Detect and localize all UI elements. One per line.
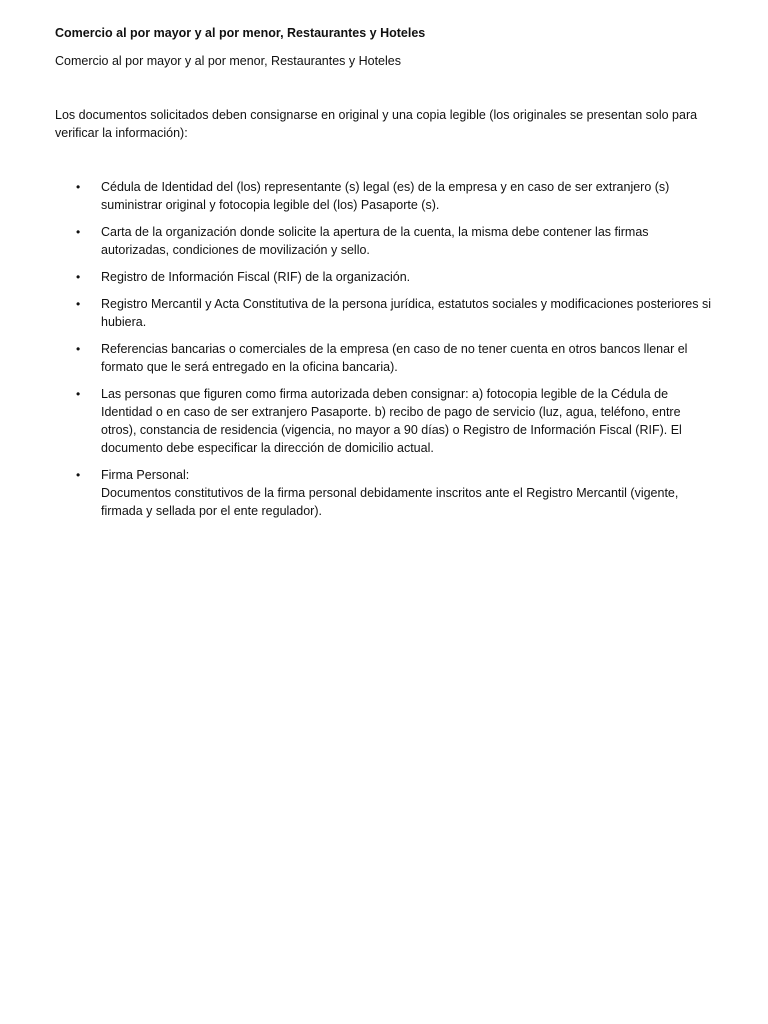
firma-personal-title: Firma Personal: [101,468,190,482]
list-item [0,340,711,376]
list-item [0,223,711,259]
list-item [0,385,711,457]
list-item-text: Registro de Información Fiscal (RIF) de la organización. [101,270,411,284]
document-title: Comercio al por mayor y al por menor, Restaurantes y Hoteles [55,26,426,40]
list-item [0,178,711,214]
requirements-list [0,178,768,529]
list-item-text: Cédula de Identidad del (los) representante (s) legal (es) de la empresa y en caso de ser extranjero (s) suministrar original y fotocopia legible del (los) Pasaporte (s). [101,180,670,212]
bullet-icon: • [76,387,81,401]
list-item-text: Las personas que figuren como firma autorizada deben consignar: a) fotocopia legible de la Cédula de Identidad o en caso de ser extranjero Pasaporte. b) recibo de pago de servicio (luz, agua, teléfono, entre otros), constancia de residencia (vigencia, no mayor a 90 días) o Registro de Información Fiscal (RIF). El documento debe especificar la dirección de domicilio actual. [101,387,682,455]
bullet-icon: • [76,180,81,194]
list-item-firma-personal [0,466,711,520]
bullet-icon: • [76,342,81,356]
list-item [0,295,711,331]
bullet-icon: • [76,468,81,482]
list-item-text: Carta de la organización donde solicite la apertura de la cuenta, la misma debe contener las firmas autorizadas, condiciones de movilización y sello. [101,225,649,257]
bullet-icon: • [76,297,81,311]
document-subtitle: Comercio al por mayor y al por menor, Restaurantes y Hoteles [55,54,401,68]
list-item [0,268,711,286]
list-item-text: Registro Mercantil y Acta Constitutiva de la persona jurídica, estatutos sociales y modificaciones posteriores si hubiera. [101,297,712,329]
bullet-icon: • [76,270,81,284]
firma-personal-text: Documentos constitutivos de la firma personal debidamente inscritos ante el Registro Mercantil (vigente, firmada y sellada por el ente regulador). [101,486,679,518]
intro-paragraph: Los documentos solicitados deben consignarse en original y una copia legible (los originales se presentan solo para verificar la información): [55,108,698,140]
bullet-icon: • [76,225,81,239]
list-item-text: Referencias bancarias o comerciales de la empresa (en caso de no tener cuenta en otros bancos llenar el formato que le será entregado en la oficina bancaria). [101,342,688,374]
